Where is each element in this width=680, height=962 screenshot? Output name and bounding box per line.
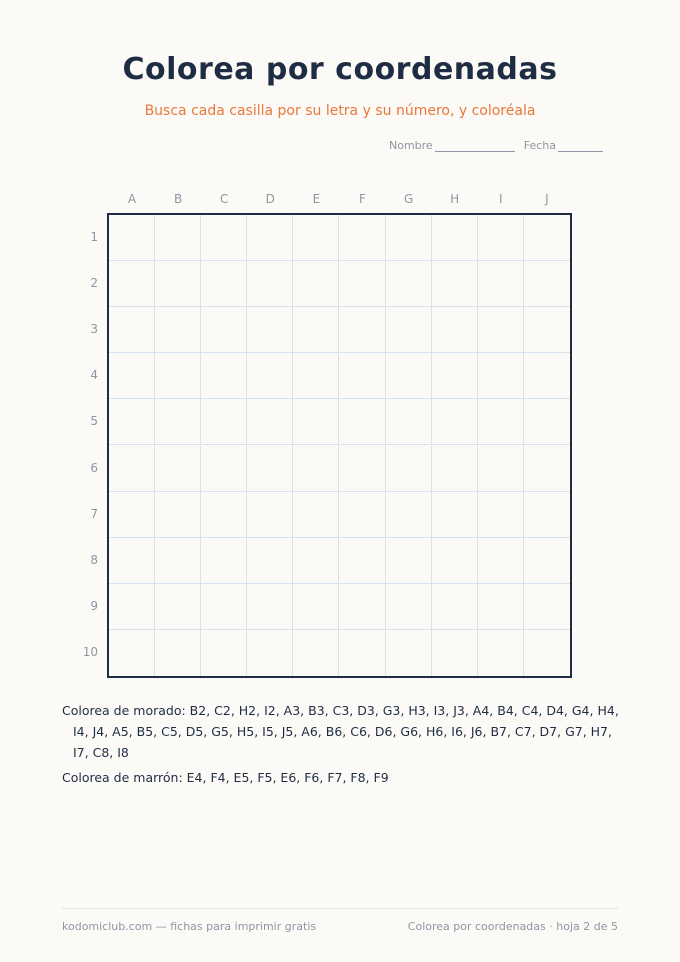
grid-cell[interactable] <box>478 353 524 399</box>
grid-cell[interactable] <box>478 215 524 261</box>
column-label: J <box>545 192 549 206</box>
grid-cell[interactable] <box>340 399 386 445</box>
row-label: 4 <box>90 368 98 383</box>
grid-cell[interactable] <box>340 538 386 584</box>
grid-cell[interactable] <box>201 307 247 353</box>
grid-cell[interactable] <box>201 353 247 399</box>
grid-cell[interactable] <box>247 261 293 307</box>
row-label: 5 <box>90 414 98 429</box>
grid-cell[interactable] <box>340 446 386 492</box>
grid-cell[interactable] <box>293 399 339 445</box>
grid-cell[interactable] <box>386 261 432 307</box>
column-label: B <box>173 192 183 206</box>
name-line[interactable] <box>435 141 515 152</box>
grid-cell[interactable] <box>524 307 570 353</box>
grid-cell[interactable] <box>247 353 293 399</box>
grid-cell[interactable] <box>201 261 247 307</box>
grid-cell[interactable] <box>155 584 201 630</box>
row-label: 8 <box>90 552 98 567</box>
grid-cell[interactable] <box>155 492 201 538</box>
row-label: 10 <box>82 644 98 659</box>
grid-cell[interactable] <box>293 630 339 676</box>
grid-cell[interactable] <box>478 538 524 584</box>
grid-cell[interactable] <box>432 215 478 261</box>
grid-cell[interactable] <box>432 538 478 584</box>
grid-cell[interactable] <box>109 353 155 399</box>
grid-cell[interactable] <box>478 261 524 307</box>
footer-sheet-info: Colorea por coordenadas · hoja 2 de 5 <box>407 920 618 933</box>
column-label: H <box>450 192 460 206</box>
grid-cell[interactable] <box>109 215 155 261</box>
grid-cell[interactable] <box>340 215 386 261</box>
grid-cell[interactable] <box>247 538 293 584</box>
row-label: 7 <box>90 506 98 521</box>
grid-cell[interactable] <box>109 261 155 307</box>
grid-cell[interactable] <box>386 399 432 445</box>
grid-cell[interactable] <box>247 399 293 445</box>
grid-cell[interactable] <box>293 538 339 584</box>
row-label: 3 <box>90 322 98 337</box>
grid-cell[interactable] <box>524 584 570 630</box>
grid-cell[interactable] <box>201 446 247 492</box>
grid-cell[interactable] <box>109 399 155 445</box>
grid-cell[interactable] <box>293 584 339 630</box>
grid-cell[interactable] <box>247 492 293 538</box>
grid-cell[interactable] <box>524 261 570 307</box>
grid-cell[interactable] <box>109 492 155 538</box>
date-line[interactable] <box>558 141 603 152</box>
grid-cell[interactable] <box>155 399 201 445</box>
footer-divider <box>62 908 618 909</box>
grid-cell[interactable] <box>155 630 201 676</box>
grid-cell[interactable] <box>247 446 293 492</box>
grid-cell[interactable] <box>386 446 432 492</box>
grid-cell[interactable] <box>201 584 247 630</box>
footer-site: kodomiclub.com — fichas para imprimir gratis <box>62 920 317 933</box>
grid-cell[interactable] <box>201 630 247 676</box>
grid-cell[interactable] <box>432 584 478 630</box>
grid-cell[interactable] <box>155 538 201 584</box>
grid-cell[interactable] <box>293 307 339 353</box>
grid-cell[interactable] <box>524 215 570 261</box>
column-label: F <box>359 192 366 206</box>
grid-cell[interactable] <box>432 353 478 399</box>
name-date-fields <box>389 139 603 152</box>
grid-cell[interactable] <box>386 538 432 584</box>
column-label: G <box>403 192 414 206</box>
grid-cell[interactable] <box>155 261 201 307</box>
grid-cell[interactable] <box>478 446 524 492</box>
grid-cell[interactable] <box>524 492 570 538</box>
column-label: C <box>219 192 229 206</box>
grid-cell[interactable] <box>247 630 293 676</box>
grid-cell[interactable] <box>340 353 386 399</box>
column-label: D <box>265 192 275 206</box>
row-label: 9 <box>90 598 98 613</box>
grid-cell[interactable] <box>201 399 247 445</box>
grid-cell[interactable] <box>524 399 570 445</box>
grid-cell[interactable] <box>247 215 293 261</box>
grid-cell[interactable] <box>155 215 201 261</box>
grid-cell[interactable] <box>478 399 524 445</box>
grid-cell[interactable] <box>293 261 339 307</box>
grid-cell[interactable] <box>293 353 339 399</box>
grid-cell[interactable] <box>155 446 201 492</box>
instruction-purple: Colorea de morado: B2, C2, H2, I2, A3, B3, C3, D3, G3, H3, I3, J3, A4, B4, C4, D4, G4, H4, I4, J4, A5, B5, C5, D5, G5, H5, I5, J5, A6, B6, C6, D6, G6, H6, I6, J6, B7, C7, D7, G7, H7, I7, C8, I8 <box>62 703 619 760</box>
grid-cell[interactable] <box>340 630 386 676</box>
grid-cell[interactable] <box>386 630 432 676</box>
column-label: I <box>499 192 503 206</box>
grid-cell[interactable] <box>109 538 155 584</box>
grid-cell[interactable] <box>478 492 524 538</box>
grid-cell[interactable] <box>524 630 570 676</box>
grid-cell[interactable] <box>293 215 339 261</box>
date-label: Fecha <box>523 139 556 152</box>
grid-cell[interactable] <box>386 584 432 630</box>
grid-cell[interactable] <box>524 538 570 584</box>
grid-cell[interactable] <box>386 492 432 538</box>
grid-cell[interactable] <box>524 446 570 492</box>
grid-cell[interactable] <box>247 584 293 630</box>
page-subtitle: Busca cada casilla por su letra y su número, y coloréala <box>144 103 536 119</box>
grid-cell[interactable] <box>340 584 386 630</box>
column-label: A <box>127 192 137 206</box>
grid-cell[interactable] <box>478 584 524 630</box>
grid-cell[interactable] <box>432 630 478 676</box>
grid-cell[interactable] <box>432 492 478 538</box>
grid-cell[interactable] <box>478 630 524 676</box>
grid-cell[interactable] <box>109 630 155 676</box>
grid-cell[interactable] <box>109 584 155 630</box>
grid-cell[interactable] <box>340 492 386 538</box>
grid-cell[interactable] <box>432 307 478 353</box>
grid-cell[interactable] <box>432 446 478 492</box>
grid-cell[interactable] <box>478 307 524 353</box>
grid-cell[interactable] <box>386 215 432 261</box>
grid-cell[interactable] <box>340 261 386 307</box>
grid-cell[interactable] <box>524 353 570 399</box>
name-label: Nombre <box>389 139 433 152</box>
instruction-brown: Colorea de marrón: E4, F4, E5, F5, E6, F6, F7, F8, F9 <box>62 770 389 785</box>
column-label: E <box>312 192 321 206</box>
grid-cell[interactable] <box>293 492 339 538</box>
grid-cell[interactable] <box>155 353 201 399</box>
grid-cell[interactable] <box>109 446 155 492</box>
row-label: 6 <box>90 460 98 475</box>
grid-cell[interactable] <box>340 307 386 353</box>
grid-cell[interactable] <box>293 446 339 492</box>
grid-cell[interactable] <box>432 261 478 307</box>
grid-cell[interactable] <box>247 307 293 353</box>
page-title: Colorea por coordenadas <box>122 52 558 87</box>
grid-cell[interactable] <box>386 353 432 399</box>
grid-cell[interactable] <box>201 492 247 538</box>
grid-cell[interactable] <box>201 215 247 261</box>
grid-cell[interactable] <box>201 538 247 584</box>
coordinate-grid <box>107 213 572 678</box>
grid-cell[interactable] <box>109 307 155 353</box>
row-label: 2 <box>90 276 98 291</box>
grid-cell[interactable] <box>386 307 432 353</box>
instructions <box>62 700 622 792</box>
row-label: 1 <box>90 230 98 244</box>
grid-cell[interactable] <box>155 307 201 353</box>
grid-cell[interactable] <box>432 399 478 445</box>
